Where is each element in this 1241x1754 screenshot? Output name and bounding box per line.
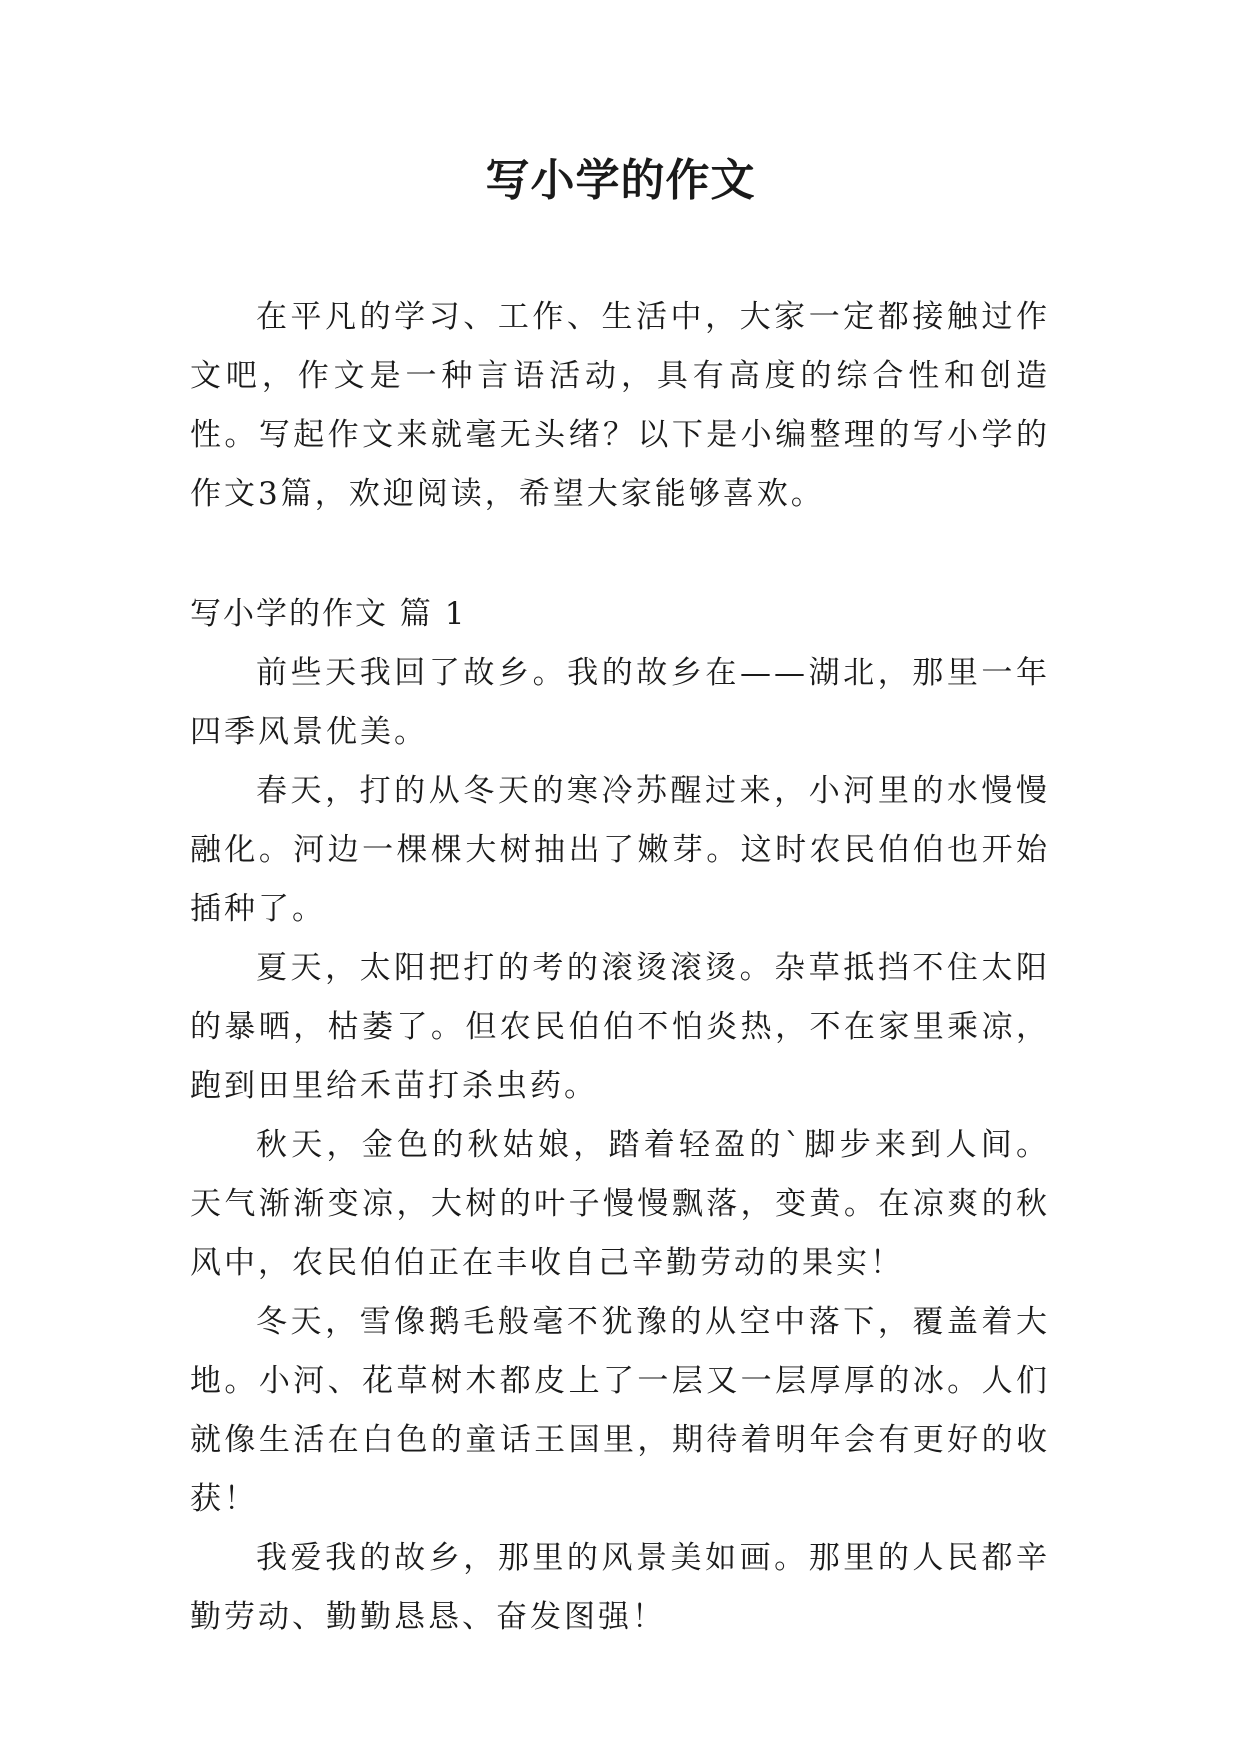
intro-paragraph: 在平凡的学习、工作、生活中，大家一定都接触过作文吧，作文是一种言语活动，具有高度的综合性和创造性。写起作文来就毫无头绪？以下是小编整理的写小学的作文3篇，欢迎阅读，希望大家能够喜欢。 [190, 299, 1050, 512]
body-paragraph: 我爱我的故乡，那里的风景美如画。那里的人民都辛勤劳动、勤勤恳恳、奋发图强！ [190, 1540, 1050, 1635]
body-paragraph: 冬天，雪像鹅毛般毫不犹豫的从空中落下，覆盖着大地。小河、花草树木都皮上了一层又一层厚厚的冰。人们就像生活在白色的童话王国里，期待着明年会有更好的收获！ [190, 1304, 1050, 1517]
section-heading: 写小学的作文 篇 1 [190, 596, 467, 632]
document-title: 写小学的作文 [485, 155, 756, 206]
body-paragraph: 夏天，太阳把打的考的滚烫滚烫。杂草抵挡不住太阳的暴晒，枯萎了。但农民伯伯不怕炎热，不在家里乘凉，跑到田里给禾苗打杀虫药。 [190, 950, 1050, 1104]
body-paragraph: 前些天我回了故乡。我的故乡在——湖北，那里一年四季风景优美。 [190, 655, 1050, 750]
body-paragraph: 春天，打的从冬天的寒冷苏醒过来，小河里的水慢慢融化。河边一棵棵大树抽出了嫩芽。这时农民伯伯也开始插种了。 [190, 773, 1050, 927]
document-body [190, 288, 1050, 1647]
body-paragraph: 秋天，金色的秋姑娘，踏着轻盈的`脚步来到人间。天气渐渐变凉，大树的叶子慢慢飘落，变黄。在凉爽的秋风中，农民伯伯正在丰收自己辛勤劳动的果实！ [190, 1127, 1050, 1281]
